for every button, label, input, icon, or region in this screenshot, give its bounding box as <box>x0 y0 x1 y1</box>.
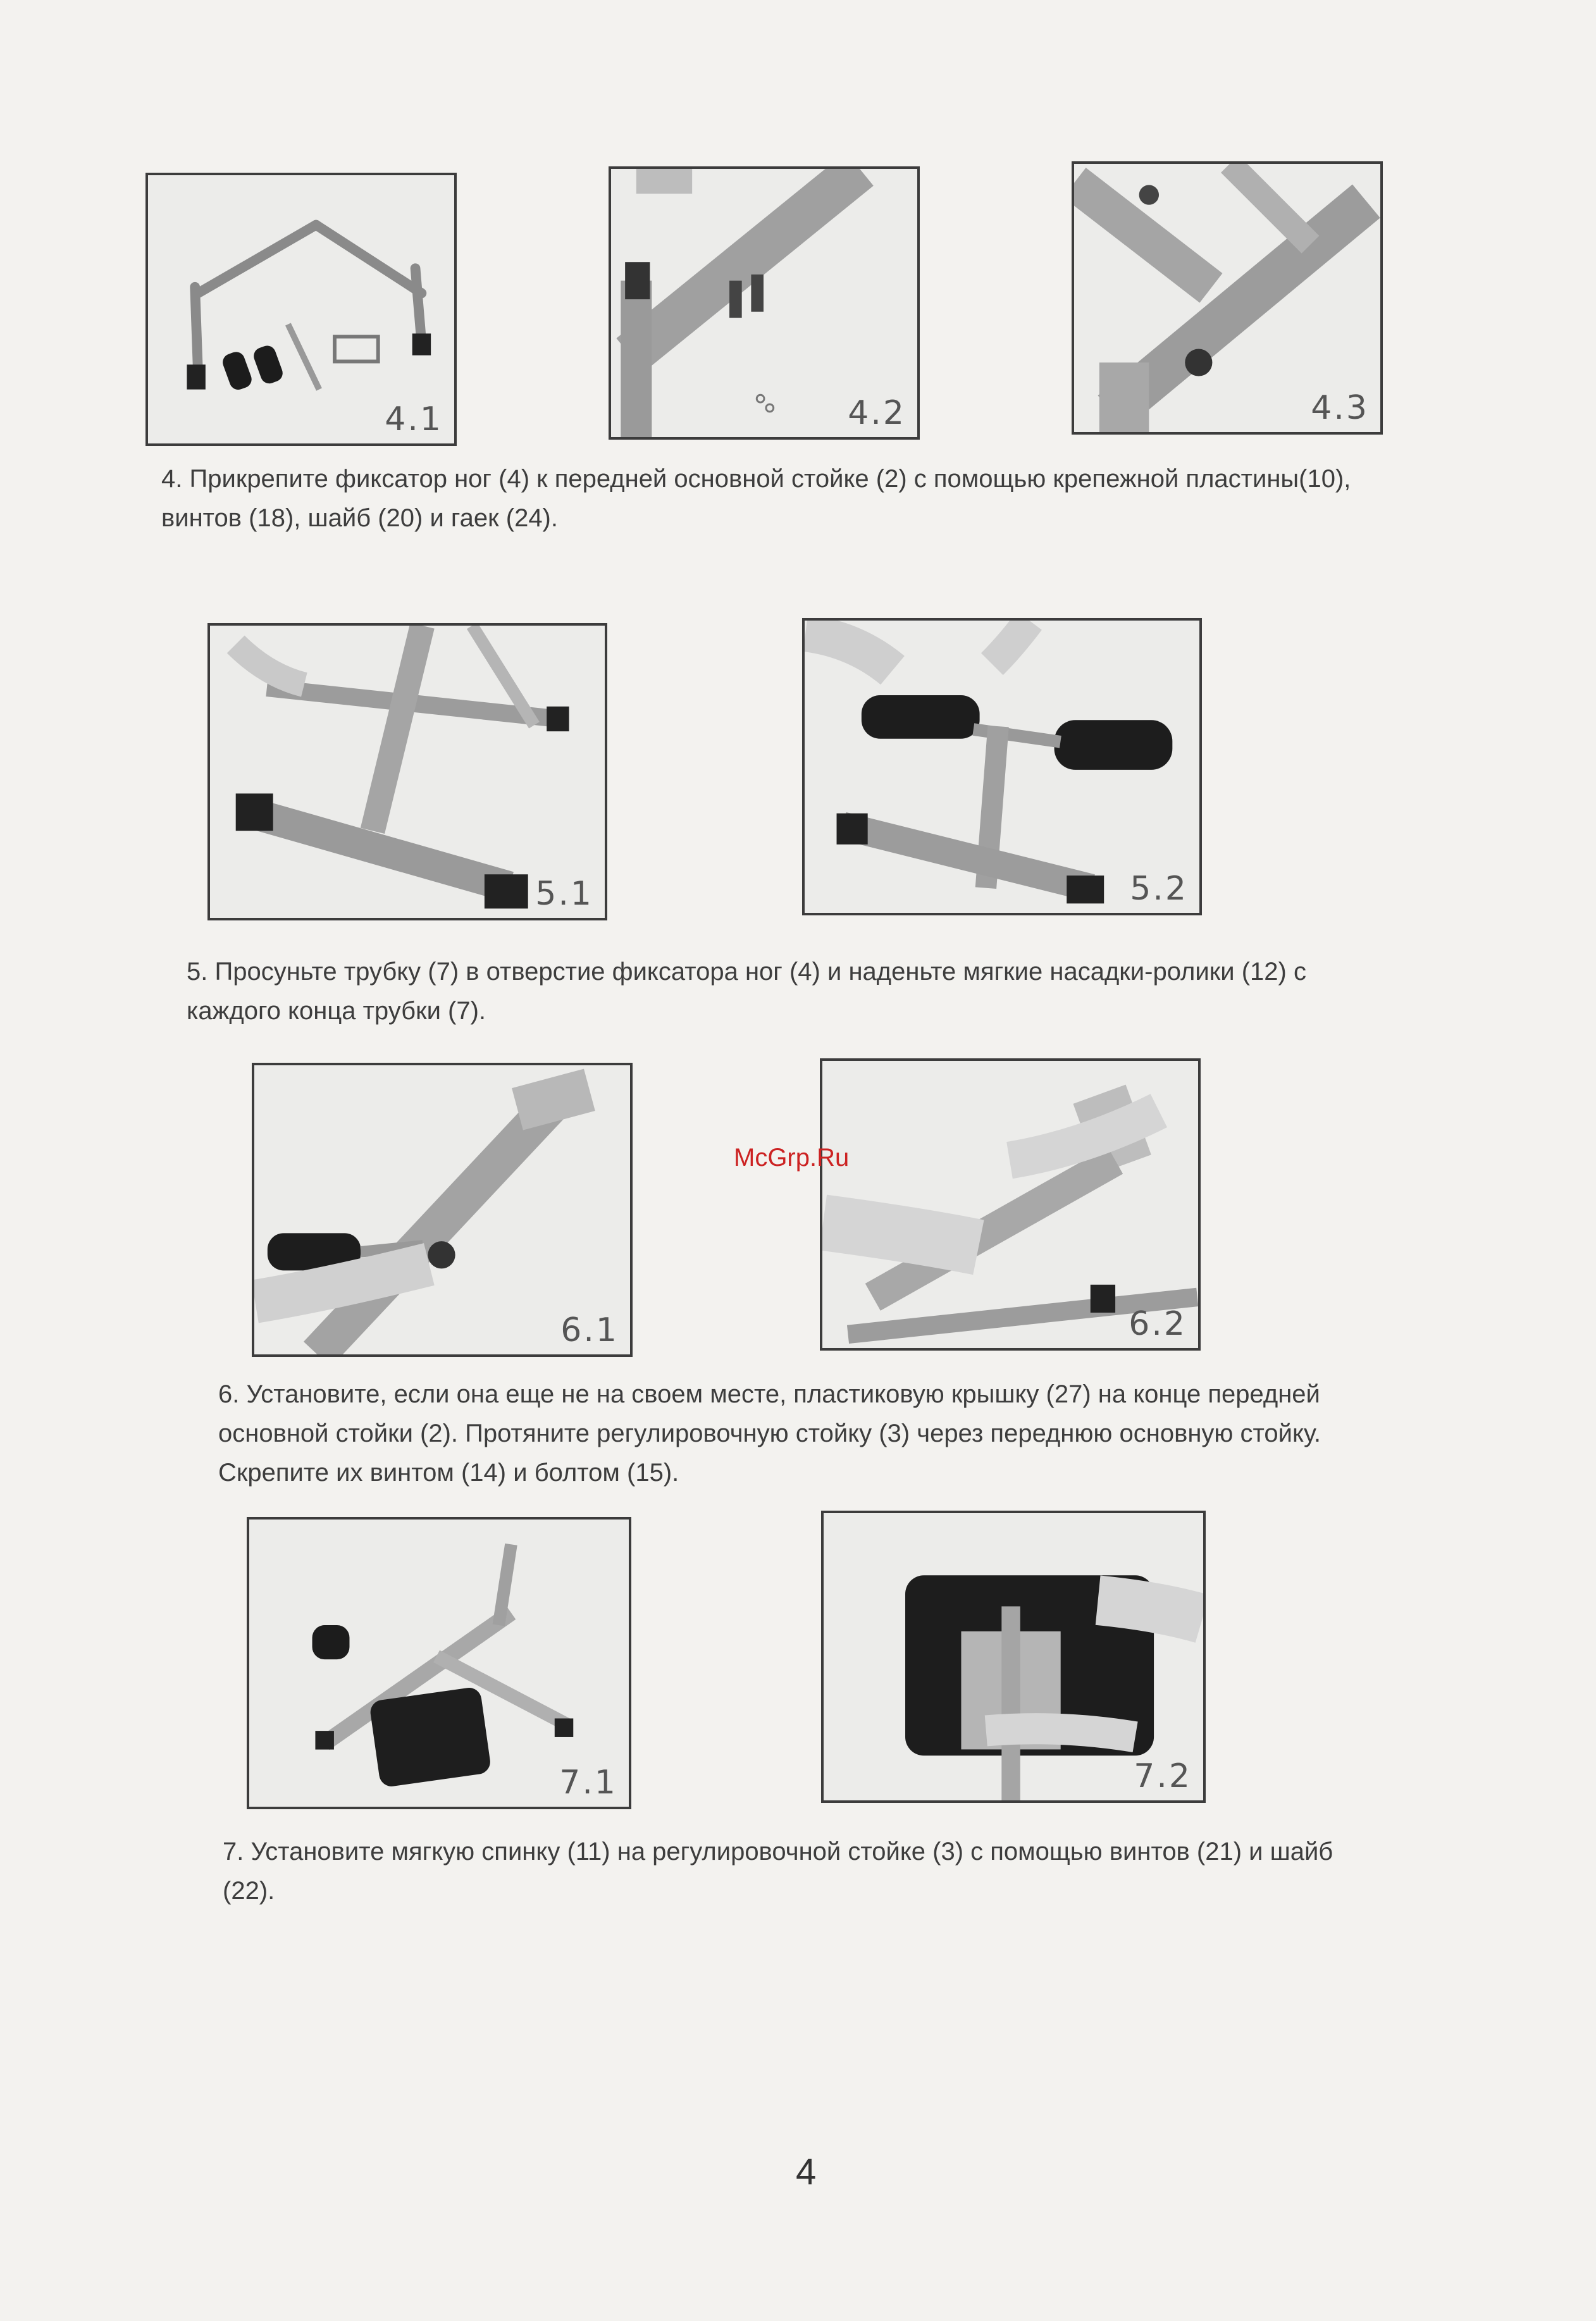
caption-line: 5. Просуньте трубку (7) в отверстие фиксатора ног (4) и наденьте мягкие насадки-ролики (12) с <box>187 958 1306 986</box>
photo-7-2 <box>821 1511 1206 1803</box>
caption-line: каждого конца трубки (7). <box>187 997 486 1025</box>
caption-line: 4. Прикрепите фиксатор ног (4) к передней основной стойке (2) с помощью крепежной пластины(10), <box>161 465 1351 493</box>
photo-label: 6.1 <box>560 1311 619 1349</box>
photo-7-1 <box>247 1517 631 1809</box>
photo-label: 5.2 <box>1130 870 1188 908</box>
photo-5-2 <box>802 618 1202 915</box>
step-7-instruction <box>223 1832 1430 1910</box>
step-4-instruction <box>161 459 1420 538</box>
watermark: McGrp.Ru <box>734 1144 850 1172</box>
photo-label: 4.2 <box>848 394 906 432</box>
caption-line: (22). <box>223 1877 275 1905</box>
photo-label: 7.2 <box>1134 1757 1192 1795</box>
step-6-instruction <box>218 1375 1430 1492</box>
caption-line: Скрепите их винтом (14) и болтом (15). <box>218 1459 679 1487</box>
photo-4-1 <box>145 173 457 446</box>
photo-6-2 <box>820 1058 1201 1351</box>
photo-6-1 <box>252 1063 633 1357</box>
photo-label: 6.2 <box>1129 1305 1187 1343</box>
tube-insertion-illustration <box>210 626 605 918</box>
step-5-instruction <box>187 952 1426 1031</box>
photo-5-1 <box>207 623 607 920</box>
caption-line: винтов (18), шайб (20) и гаек (24). <box>161 504 558 532</box>
photo-label: 5.1 <box>535 875 593 913</box>
photo-4-2 <box>609 166 920 440</box>
caption-line: основной стойки (2). Протяните регулировочную стойку (3) через переднюю основную стойку. <box>218 1420 1321 1447</box>
caption-line: 6. Установите, если она еще не на своем месте, пластиковую крышку (27) на конце передней <box>218 1380 1320 1408</box>
foam-roller-installation-illustration <box>805 621 1199 913</box>
photo-label: 4.3 <box>1311 389 1369 427</box>
caption-line: 7. Установите мягкую спинку (11) на регулировочной стойке (3) с помощью винтов (21) и шайб <box>223 1838 1333 1866</box>
photo-4-3 <box>1072 161 1383 435</box>
page-number: 4 <box>796 2151 817 2193</box>
photo-label: 7.1 <box>559 1764 617 1802</box>
photo-label: 4.1 <box>385 400 443 438</box>
